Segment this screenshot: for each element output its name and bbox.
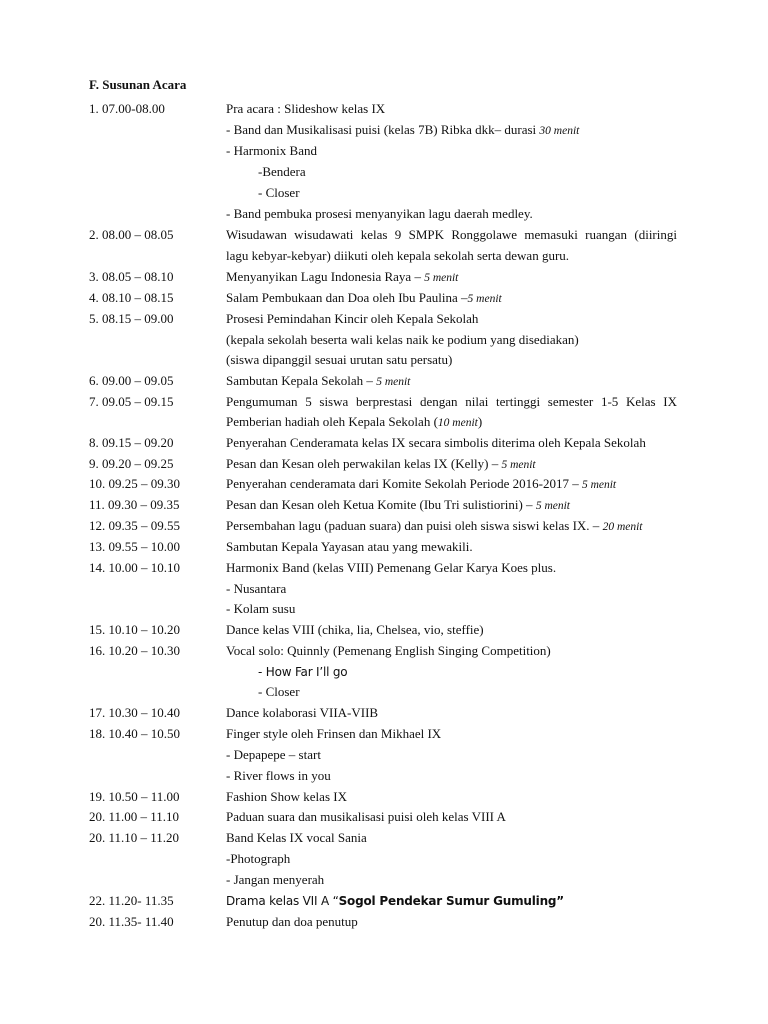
schedule-description-line xyxy=(226,143,317,159)
description-text: (kepala sekolah beserta wali kelas naik ke podium yang disediakan) xyxy=(226,332,579,347)
description-text: Dance kelas VIII (chika, lia, Chelsea, vio, steffie) xyxy=(226,622,484,637)
schedule-description-line xyxy=(226,414,482,430)
description-text: - Band dan Musikalisasi puisi (kelas 7B) Ribka dkk– durasi xyxy=(226,122,540,137)
schedule-description-line xyxy=(226,622,484,638)
schedule-time: 15. 10.10 – 10.20 xyxy=(89,622,180,637)
schedule-description-line xyxy=(226,872,324,888)
schedule-time: 4. 08.10 – 08.15 xyxy=(89,290,174,305)
schedule-description-line xyxy=(226,497,570,513)
schedule-description-line xyxy=(258,664,347,680)
schedule-description-line xyxy=(226,705,378,721)
description-text: - Depapepe – start xyxy=(226,747,321,762)
description-text: Pesan dan Kesan oleh perwakilan kelas IX (Kelly) – xyxy=(226,456,502,471)
schedule-description-line xyxy=(226,435,646,451)
schedule-description-line xyxy=(226,101,385,117)
duration-label: 5 menit xyxy=(581,479,617,491)
description-text: Vocal solo: Quinnly (Pemenang English Singing Competition) xyxy=(226,643,551,658)
schedule-description-line xyxy=(226,227,677,243)
duration-label: 10 menit xyxy=(437,417,478,429)
schedule-time: 1. 07.00-08.00 xyxy=(89,101,165,116)
description-text: Finger style oleh Frinsen dan Mikhael IX xyxy=(226,726,442,741)
duration-label: 5 menit xyxy=(501,459,536,471)
schedule-time: 22. 11.20- 11.35 xyxy=(89,893,174,908)
closing-paren: ) xyxy=(477,414,483,429)
schedule-description-line xyxy=(226,539,473,555)
schedule-time: 10. 09.25 – 09.30 xyxy=(89,476,180,491)
schedule-description-line xyxy=(226,456,536,472)
schedule-time: 9. 09.20 – 09.25 xyxy=(89,456,174,471)
schedule-description-line xyxy=(226,893,564,909)
section-heading: F. Susunan Acara xyxy=(89,77,187,92)
description-text: Harmonix Band (kelas VIII) Pemenang Gelar Karya Koes plus. xyxy=(226,560,557,575)
schedule-description-line xyxy=(226,373,410,389)
duration-label: 5 menit xyxy=(424,272,459,284)
description-text: Pra acara : Slideshow kelas IX xyxy=(226,101,386,116)
schedule-description-line xyxy=(226,726,441,742)
schedule-description-line xyxy=(226,789,347,805)
drama-title: Sogol Pendekar Sumur Gumuling” xyxy=(338,894,564,908)
schedule-time: 17. 10.30 – 10.40 xyxy=(89,705,180,720)
schedule-time: 20. 11.10 – 11.20 xyxy=(89,830,180,845)
description-text: Persembahan lagu (paduan suara) dan puisi oleh siswa siswi kelas IX. – xyxy=(226,518,603,533)
description-text: lagu kebyar-kebyar) diikuti oleh kepala sekolah serta dewan guru. xyxy=(226,248,570,263)
description-text: -Photograph xyxy=(226,851,291,866)
description-text: Sambutan Kepala Yayasan atau yang mewakili. xyxy=(226,539,473,554)
schedule-description-line xyxy=(226,830,367,846)
schedule-time: 3. 08.05 – 08.10 xyxy=(89,269,174,284)
schedule-description-line xyxy=(226,747,321,763)
schedule-description-line xyxy=(226,269,458,285)
schedule-description-line xyxy=(226,476,616,492)
description-text: - Kolam susu xyxy=(226,601,296,616)
description-text: Dance kolaborasi VIIA-VIIB xyxy=(226,705,379,720)
schedule-time: 8. 09.15 – 09.20 xyxy=(89,435,174,450)
description-text: Penyerahan Cenderamata kelas IX secara simbolis diterima oleh Kepala Sekolah xyxy=(226,435,646,450)
schedule-description-line xyxy=(226,851,290,867)
description-text: Menyanyikan Lagu Indonesia Raya – xyxy=(226,269,425,284)
schedule-description-line xyxy=(226,332,579,348)
schedule-time: 2. 08.00 – 08.05 xyxy=(89,227,174,242)
schedule-description-line xyxy=(258,684,300,700)
schedule-description-line xyxy=(226,518,643,534)
schedule-time: 20. 11.00 – 11.10 xyxy=(89,809,180,824)
duration-label: 30 menit xyxy=(539,125,580,137)
description-text: Drama kelas VII A “ xyxy=(226,894,339,908)
schedule-description-line xyxy=(226,290,502,306)
description-text: -Bendera xyxy=(258,164,306,179)
schedule-time: 12. 09.35 – 09.55 xyxy=(89,518,180,533)
description-text: - Harmonix Band xyxy=(226,143,317,158)
description-text: Penyerahan cenderamata dari Komite Sekolah Periode 2016-2017 – xyxy=(226,476,582,491)
schedule-description-line xyxy=(226,768,331,784)
schedule-time: 16. 10.20 – 10.30 xyxy=(89,643,180,658)
schedule-description-line xyxy=(226,394,677,410)
schedule-description-line xyxy=(226,914,358,930)
duration-label: 5 menit xyxy=(535,500,570,512)
schedule-time: 6. 09.00 – 09.05 xyxy=(89,373,174,388)
description-text: - Nusantara xyxy=(226,581,287,596)
schedule-time: 19. 10.50 – 11.00 xyxy=(89,789,180,804)
schedule-description-line xyxy=(258,185,300,201)
schedule-description-line xyxy=(226,581,286,597)
schedule-description-line xyxy=(226,809,506,825)
description-text: Salam Pembukaan dan Doa oleh Ibu Paulina – xyxy=(226,290,468,305)
schedule-time: 11. 09.30 – 09.35 xyxy=(89,497,180,512)
description-text: Prosesi Pemindahan Kincir oleh Kepala Sekolah xyxy=(226,311,479,326)
schedule-description-line xyxy=(226,643,551,659)
duration-label: 5 menit xyxy=(467,293,502,305)
schedule-time: 14. 10.00 – 10.10 xyxy=(89,560,180,575)
schedule-description-line xyxy=(226,122,579,138)
description-text: - River flows in you xyxy=(226,768,331,783)
description-text: Wisudawan wisudawati kelas 9 SMPK Ronggolawe memasuki ruangan (diiringi xyxy=(226,227,677,242)
schedule-description-line xyxy=(226,352,452,368)
schedule-description-line xyxy=(226,248,569,264)
description-text: Penutup dan doa penutup xyxy=(226,914,358,929)
schedule-time: 13. 09.55 – 10.00 xyxy=(89,539,180,554)
description-text: Band Kelas IX vocal Sania xyxy=(226,830,367,845)
duration-label: 20 menit xyxy=(602,521,643,533)
description-text: Pemberian hadiah oleh Kepala Sekolah ( xyxy=(226,414,438,429)
duration-label: 5 menit xyxy=(376,376,411,388)
schedule-time: 7. 09.05 – 09.15 xyxy=(89,394,174,409)
description-text: Sambutan Kepala Sekolah – xyxy=(226,373,377,388)
schedule-description-line xyxy=(226,206,533,222)
description-text: - Closer xyxy=(258,185,300,200)
description-text: (siswa dipanggil sesuai urutan satu persatu) xyxy=(226,352,453,367)
schedule-time: 18. 10.40 – 10.50 xyxy=(89,726,180,741)
description-text: Pengumuman 5 siswa berprestasi dengan nilai tertinggi semester 1-5 Kelas IX xyxy=(226,394,677,409)
schedule-description-line xyxy=(226,601,295,617)
description-text: - Band pembuka prosesi menyanyikan lagu daerah medley. xyxy=(226,206,533,221)
description-text: - Jangan menyerah xyxy=(226,872,325,887)
description-text: Pesan dan Kesan oleh Ketua Komite (Ibu Tri sulistiorini) – xyxy=(226,497,536,512)
schedule-time: 20. 11.35- 11.40 xyxy=(89,914,174,929)
schedule-description-line xyxy=(226,311,478,327)
schedule-description-line xyxy=(258,164,306,180)
description-text: - Closer xyxy=(258,684,300,699)
description-text: Fashion Show kelas IX xyxy=(226,789,347,804)
description-text: - How Far I’ll go xyxy=(258,665,348,679)
schedule-description-line xyxy=(226,560,556,576)
schedule-time: 5. 08.15 – 09.00 xyxy=(89,311,174,326)
description-text: Paduan suara dan musikalisasi puisi oleh kelas VIII A xyxy=(226,809,506,824)
